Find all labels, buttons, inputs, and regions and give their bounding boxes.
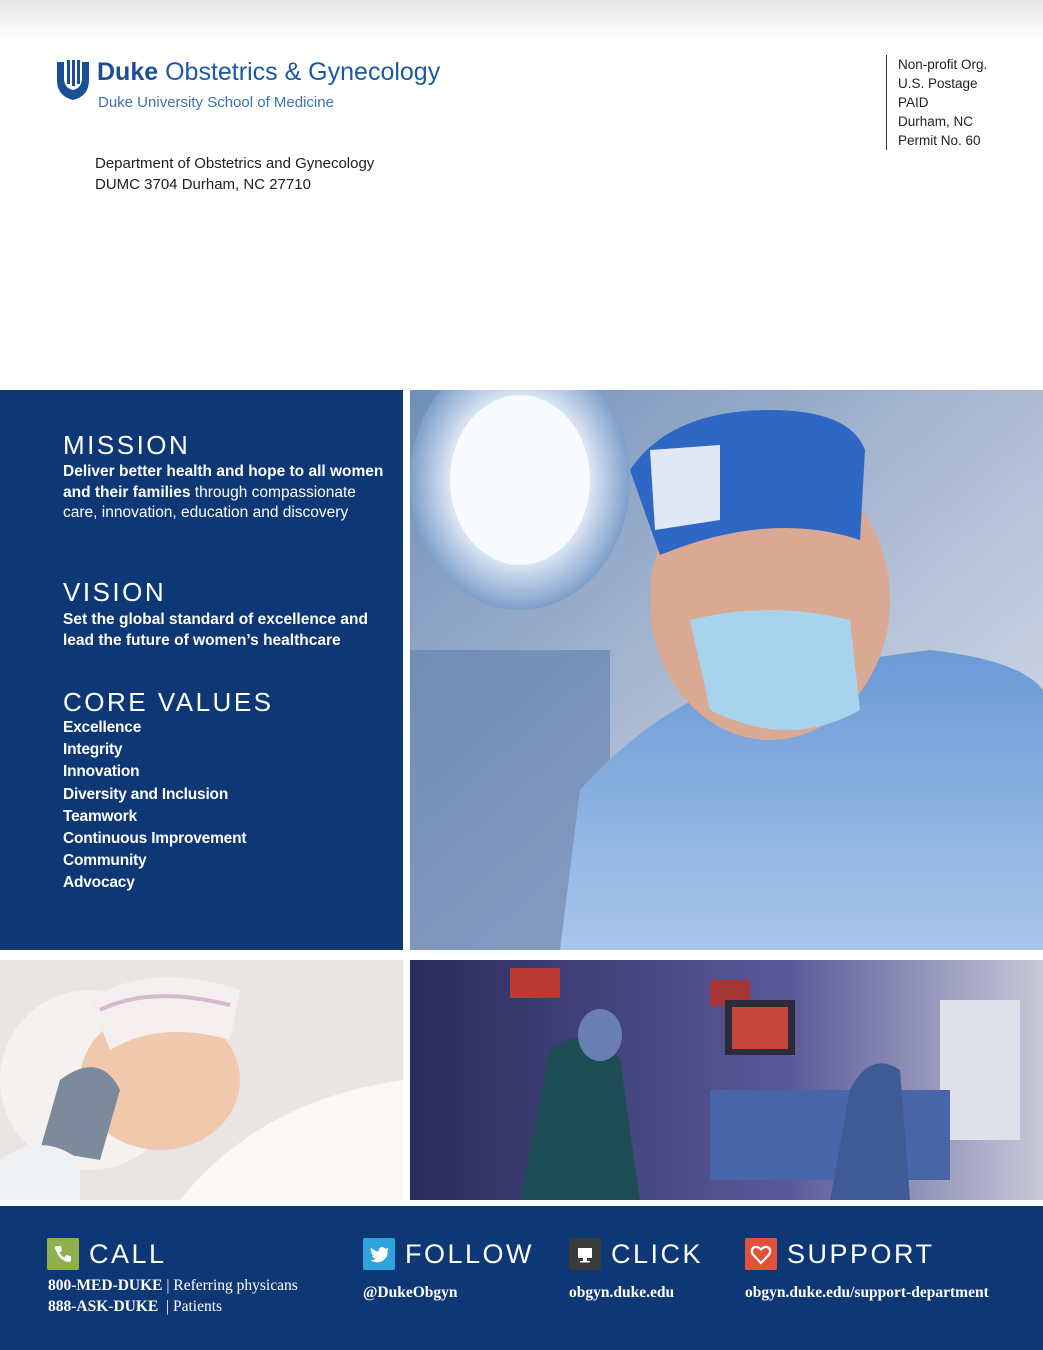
top-shadow xyxy=(0,0,1043,40)
postage-indicia xyxy=(886,55,987,150)
computer-icon[interactable] xyxy=(569,1238,601,1270)
core-value-item: Innovation xyxy=(63,763,140,781)
postage-line: U.S. Postage xyxy=(898,76,978,91)
twitter-icon[interactable] xyxy=(363,1238,395,1270)
core-values-list xyxy=(63,717,246,895)
heart-icon[interactable] xyxy=(745,1238,777,1270)
brand-subtitle: Duke University School of Medicine xyxy=(98,94,334,111)
return-address-line1: Department of Obstetrics and Gynecology xyxy=(95,155,375,172)
core-value-item: Community xyxy=(63,852,147,870)
postage-line: PAID xyxy=(898,95,929,110)
vision-heading: VISION xyxy=(63,577,167,607)
mission-text: Deliver better health and hope to all women and their families through compassionate care, innovation, education and discovery xyxy=(63,463,384,521)
return-address-line2: DUMC 3704 Durham, NC 27710 xyxy=(95,176,311,193)
core-value-item: Continuous Improvement xyxy=(63,830,247,848)
postage-line: Durham, NC xyxy=(898,114,974,129)
follow-label: FOLLOW xyxy=(405,1239,535,1269)
phone-icon xyxy=(47,1238,79,1270)
postage-line: Non-profit Org. xyxy=(898,57,988,72)
patient-phone[interactable]: 888-ASK-DUKE | Patients xyxy=(48,1298,223,1315)
mission-panel xyxy=(0,390,403,950)
core-value-item: Excellence xyxy=(63,719,142,736)
return-address xyxy=(95,153,374,195)
postage-line: Permit No. 60 xyxy=(898,133,981,148)
brand-title: Duke Obstetrics & Gynecology xyxy=(97,58,441,86)
core-value-item: Integrity xyxy=(63,741,123,759)
call-label: CALL xyxy=(89,1239,167,1269)
surgeon-photo xyxy=(410,390,1043,950)
twitter-handle-link[interactable]: @DukeObgyn xyxy=(363,1284,458,1301)
referring-phone[interactable]: 800-MED-DUKE | Referring physicans xyxy=(48,1277,298,1294)
contact-footer xyxy=(0,1206,1043,1350)
website-link[interactable]: obgyn.duke.edu xyxy=(569,1284,675,1301)
core-value-item: Teamwork xyxy=(63,807,137,825)
click-label: CLICK xyxy=(611,1239,704,1269)
support-label: SUPPORT xyxy=(787,1239,935,1269)
core-value-item: Diversity and Inclusion xyxy=(63,785,229,803)
core-value-item: Advocacy xyxy=(63,874,135,892)
vision-text: Set the global standard of excellence and lead the future of women’s healthcare xyxy=(63,611,368,649)
duke-chapel-icon xyxy=(57,60,89,100)
core-values-heading: CORE VALUES xyxy=(63,687,274,717)
mission-heading: MISSION xyxy=(63,430,191,460)
support-link[interactable]: obgyn.duke.edu/support-department xyxy=(745,1284,989,1301)
newborn-photo xyxy=(0,960,403,1200)
operating-room-photo xyxy=(410,960,1043,1200)
